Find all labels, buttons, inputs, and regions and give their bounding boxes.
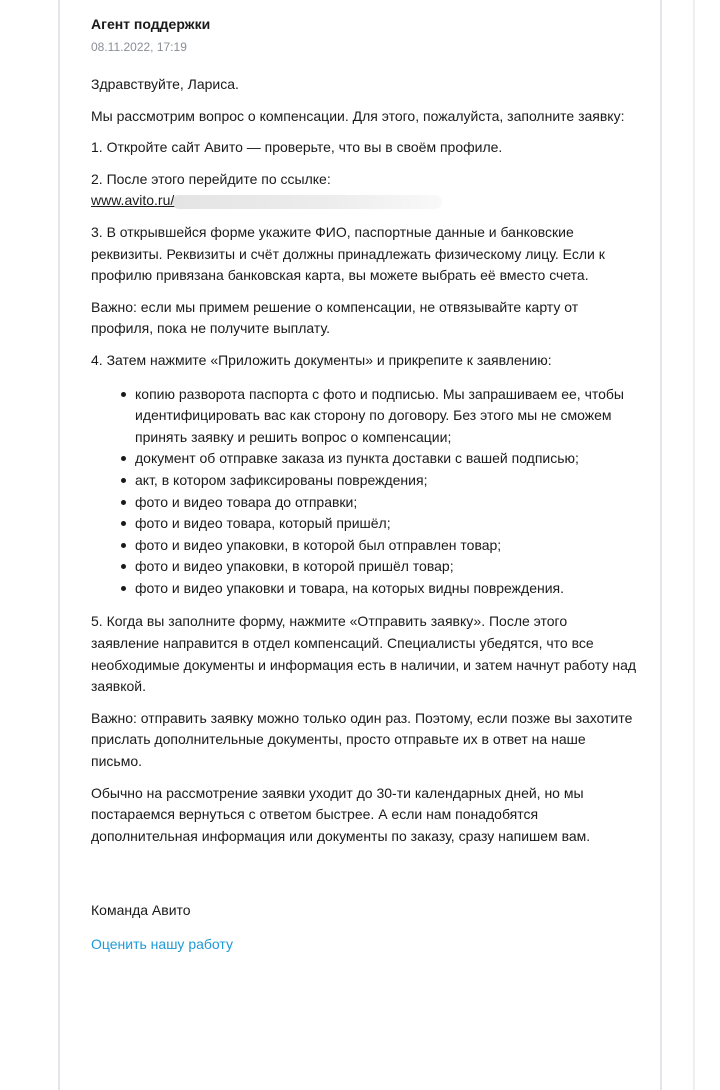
rate-our-work-link[interactable]: Оценить нашу работу	[91, 936, 233, 952]
list-item: фото и видео упаковки, в которой был отправлен товар;	[135, 535, 639, 557]
list-item: фото и видео упаковки, в которой пришёл товар;	[135, 556, 639, 578]
list-item: копию разворота паспорта с фото и подписью. Мы запрашиваем ее, чтобы идентифицировать вас как сторону по договору. Без этого мы не сможем принять заявку и решить вопрос о компенсации;	[135, 384, 639, 449]
important-note-card: Важно: если мы примем решение о компенсации, не отвязывайте карту от профиля, пока не получите выплату.	[91, 298, 579, 337]
step-5: 5. Когда вы заполните форму, нажмите «Отправить заявку». После этого заявление направится в отдел компенсаций. Специалисты убедятся, что все необходимые документы и информация есть в наличии, и затем начнут работу над заявкой.	[91, 613, 637, 695]
important-note-once: Важно: отправить заявку можно только один раз. Поэтому, если позже вы захотите прислать дополнительные документы, просто отправьте их в ответ на наше письмо.	[91, 709, 633, 770]
list-item: фото и видео упаковки и товара, на которых видны повреждения.	[135, 578, 639, 600]
list-item: фото и видео товара, который пришёл;	[135, 513, 639, 535]
support-message	[91, 14, 639, 956]
closing-paragraph: Обычно на рассмотрение заявки уходит до 30-ти календарных дней, но мы постараемся вернуться с ответом быстрее. А если нам понадобятся дополнительная информация или документы по заказу, сразу напишем вам.	[91, 784, 591, 844]
step-2-text: 2. После этого перейдите по ссылке:	[91, 170, 331, 187]
step-3: 3. В открывшейся форме укажите ФИО, паспортные данные и банковские реквизиты. Реквизиты и счёт должны принадлежать физическому лицу. Если к профилю привязана банковская карта, вы можете выбрать её вместо счета.	[91, 223, 605, 284]
signature-spacer	[91, 857, 639, 900]
redacted-link-blur	[172, 195, 442, 209]
step-2	[91, 169, 639, 212]
list-item: фото и видео товара до отправки;	[135, 492, 639, 514]
message-author: Агент поддержки	[91, 16, 211, 32]
list-item: акт, в котором зафиксированы повреждения;	[135, 470, 639, 492]
signature: Команда Авито	[91, 902, 191, 919]
message-right-border	[660, 0, 662, 1090]
screen-edge-divider	[693, 0, 695, 1090]
step-1: 1. Откройте сайт Авито — проверьте, что вы в своём профиле.	[91, 139, 503, 156]
message-left-border	[58, 0, 60, 1090]
attachments-list	[91, 384, 639, 600]
claim-form-link-text: www.avito.ru/	[91, 192, 175, 209]
step-4: 4. Затем нажмите «Приложить документы» и прикрепите к заявлению:	[91, 351, 552, 368]
claim-form-link[interactable]	[91, 192, 174, 208]
intro-paragraph: Мы рассмотрим вопрос о компенсации. Для этого, пожалуйста, заполните заявку:	[91, 107, 625, 124]
greeting: Здравствуйте, Лариса.	[91, 76, 239, 92]
message-date: 08.11.2022, 17:19	[91, 40, 187, 54]
list-item: документ об отправке заказа из пункта доставки с вашей подписью;	[135, 448, 639, 470]
